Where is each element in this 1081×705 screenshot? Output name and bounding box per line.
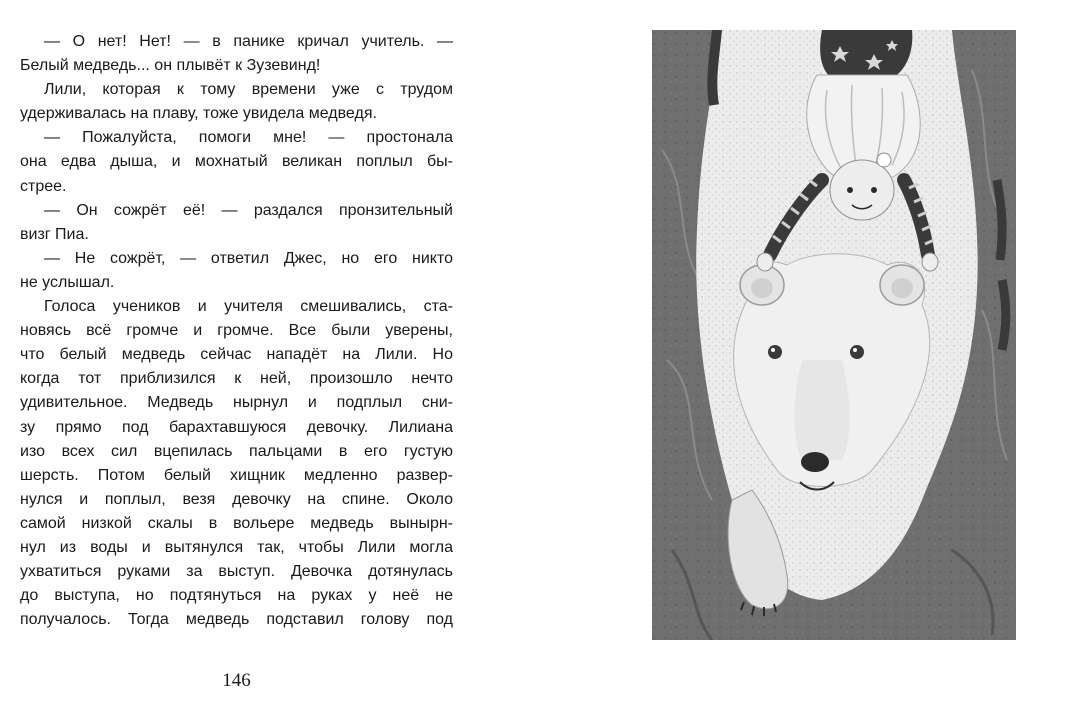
text-column <box>20 30 453 632</box>
text-line: визг Пиа. <box>20 225 89 243</box>
text-line: что белый медведь сейчас нападёт на Лили. Но <box>20 346 453 364</box>
girl-left-eye <box>847 187 853 193</box>
text-line: стрее. <box>20 177 67 195</box>
swimmer-leg-left <box>712 30 717 105</box>
bear-snout <box>795 360 850 460</box>
text-line: — О нет! Нет! — в панике кричал учитель. — <box>44 33 453 50</box>
text-line: самой низкой скалы в вольере медведь вынырн- <box>20 514 453 532</box>
text-line: получалось. Тогда медведь подставил голову под <box>20 611 453 629</box>
text-line: Голоса учеников и учителя смешивались, ста- <box>44 298 453 316</box>
bear-right-eye-highlight <box>853 348 857 352</box>
text-line: удивительное. Медведь нырнул и подплыл сни- <box>20 394 453 412</box>
illustration-polar-bear-with-girl <box>652 30 1016 640</box>
bear-left-ear-inner <box>751 278 773 298</box>
illustration-svg <box>652 30 1016 640</box>
text-line: нулся и поплыл, везя девочку на спине. Около <box>20 490 453 508</box>
text-line: изо всех сил вцепилась пальцами в его густую <box>20 442 453 460</box>
text-line: новясь всё громче и громче. Все были уверены, <box>20 322 453 340</box>
text-line: удерживалась на плаву, тоже увидела медведя. <box>20 105 377 123</box>
girl-right-hand <box>922 253 938 271</box>
girl-left-hand <box>757 253 773 271</box>
bear-right-ear-inner <box>891 278 913 298</box>
text-line: шерсть. Потом белый хищник медленно развер- <box>20 466 453 484</box>
text-line: до выступа, но подтянуться на руках у неё не <box>20 587 453 605</box>
text-line: когда тот приблизился к ней, произошло нечто <box>20 370 453 388</box>
text-line: Лили, которая к тому времени уже с трудом <box>44 81 453 99</box>
text-line: ухватиться руками за выступ. Девочка дотянулась <box>20 563 453 581</box>
text-line: нул из воды и вытянулся так, чтобы Лили могла <box>20 538 453 556</box>
page-number: 146 <box>222 670 251 691</box>
girl-face <box>830 160 894 220</box>
bear-nose <box>801 452 829 472</box>
bear-left-eye-highlight <box>771 348 775 352</box>
text-line: зу прямо под барахтавшуюся девочку. Лилиана <box>20 418 453 436</box>
text-line: Белый медведь... он плывёт к Зузевинд! <box>20 57 321 75</box>
text-line: — Пожалуйста, помоги мне! — простонала <box>44 129 453 147</box>
text-line: — Не сожрёт, — ответил Джес, но его никто <box>44 249 453 267</box>
text-line: — Он сожрёт её! — раздался пронзительный <box>44 201 453 219</box>
text-line: не услышал. <box>20 273 115 291</box>
bear-left-eye <box>768 345 782 359</box>
girl-right-eye <box>871 187 877 193</box>
text-line: она едва дыша, и мохнатый великан поплыл бы- <box>20 153 453 171</box>
bear-right-eye <box>850 345 864 359</box>
girl-hair-flower <box>877 153 891 167</box>
